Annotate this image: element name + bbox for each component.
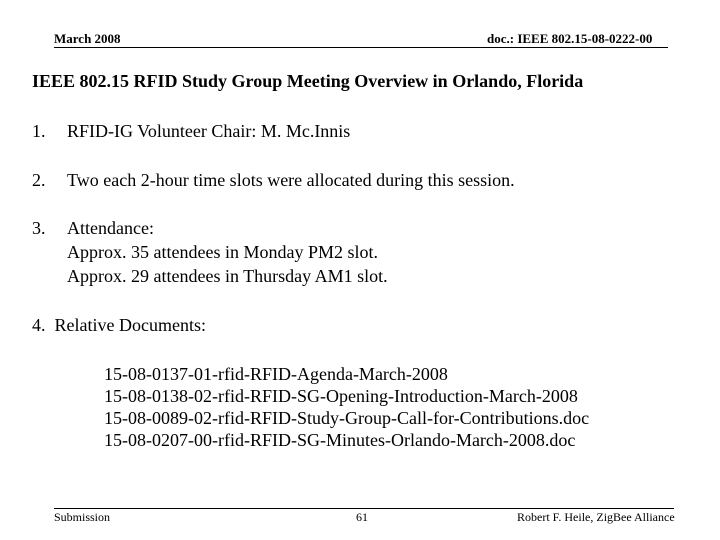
document-item: 15-08-0138-02-rfid-RFID-SG-Opening-Introduction-March-2008 — [104, 386, 578, 406]
item-2-number: 2. — [32, 170, 46, 190]
item-3-text: Attendance: — [67, 218, 154, 238]
header-divider — [54, 47, 668, 48]
item-4-text: Relative Documents: — [54, 315, 206, 335]
item-2-text: Two each 2-hour time slots were allocated during this session. — [67, 170, 515, 190]
footer-submission: Submission — [54, 510, 111, 524]
footer-page-number: 61 — [356, 510, 368, 524]
slide-title: IEEE 802.15 RFID Study Group Meeting Overview in Orlando, Florida — [32, 71, 584, 91]
document-item: 15-08-0137-01-rfid-RFID-Agenda-March-2008 — [104, 364, 448, 384]
attendance-line-2: Approx. 29 attendees in Thursday AM1 slot. — [67, 266, 388, 286]
header-date: March 2008 — [54, 31, 121, 46]
document-item: 15-08-0089-02-rfid-RFID-Study-Group-Call-for-Contributions.doc — [104, 408, 590, 428]
attendance-line-1: Approx. 35 attendees in Monday PM2 slot. — [67, 242, 378, 262]
item-4-number: 4. — [32, 315, 46, 335]
item-3-number: 3. — [32, 218, 46, 238]
item-1-text: RFID-IG Volunteer Chair: M. Mc.Innis — [67, 121, 351, 141]
footer-author: Robert F. Heile, ZigBee Alliance — [517, 510, 675, 524]
header-doc-id: doc.: IEEE 802.15-08-0222-00 — [487, 31, 653, 46]
document-item: 15-08-0207-00-rfid-RFID-SG-Minutes-Orlando-March-2008.doc — [104, 430, 576, 450]
item-1-number: 1. — [32, 121, 46, 141]
item-4 — [32, 315, 206, 336]
footer-divider — [54, 508, 674, 509]
